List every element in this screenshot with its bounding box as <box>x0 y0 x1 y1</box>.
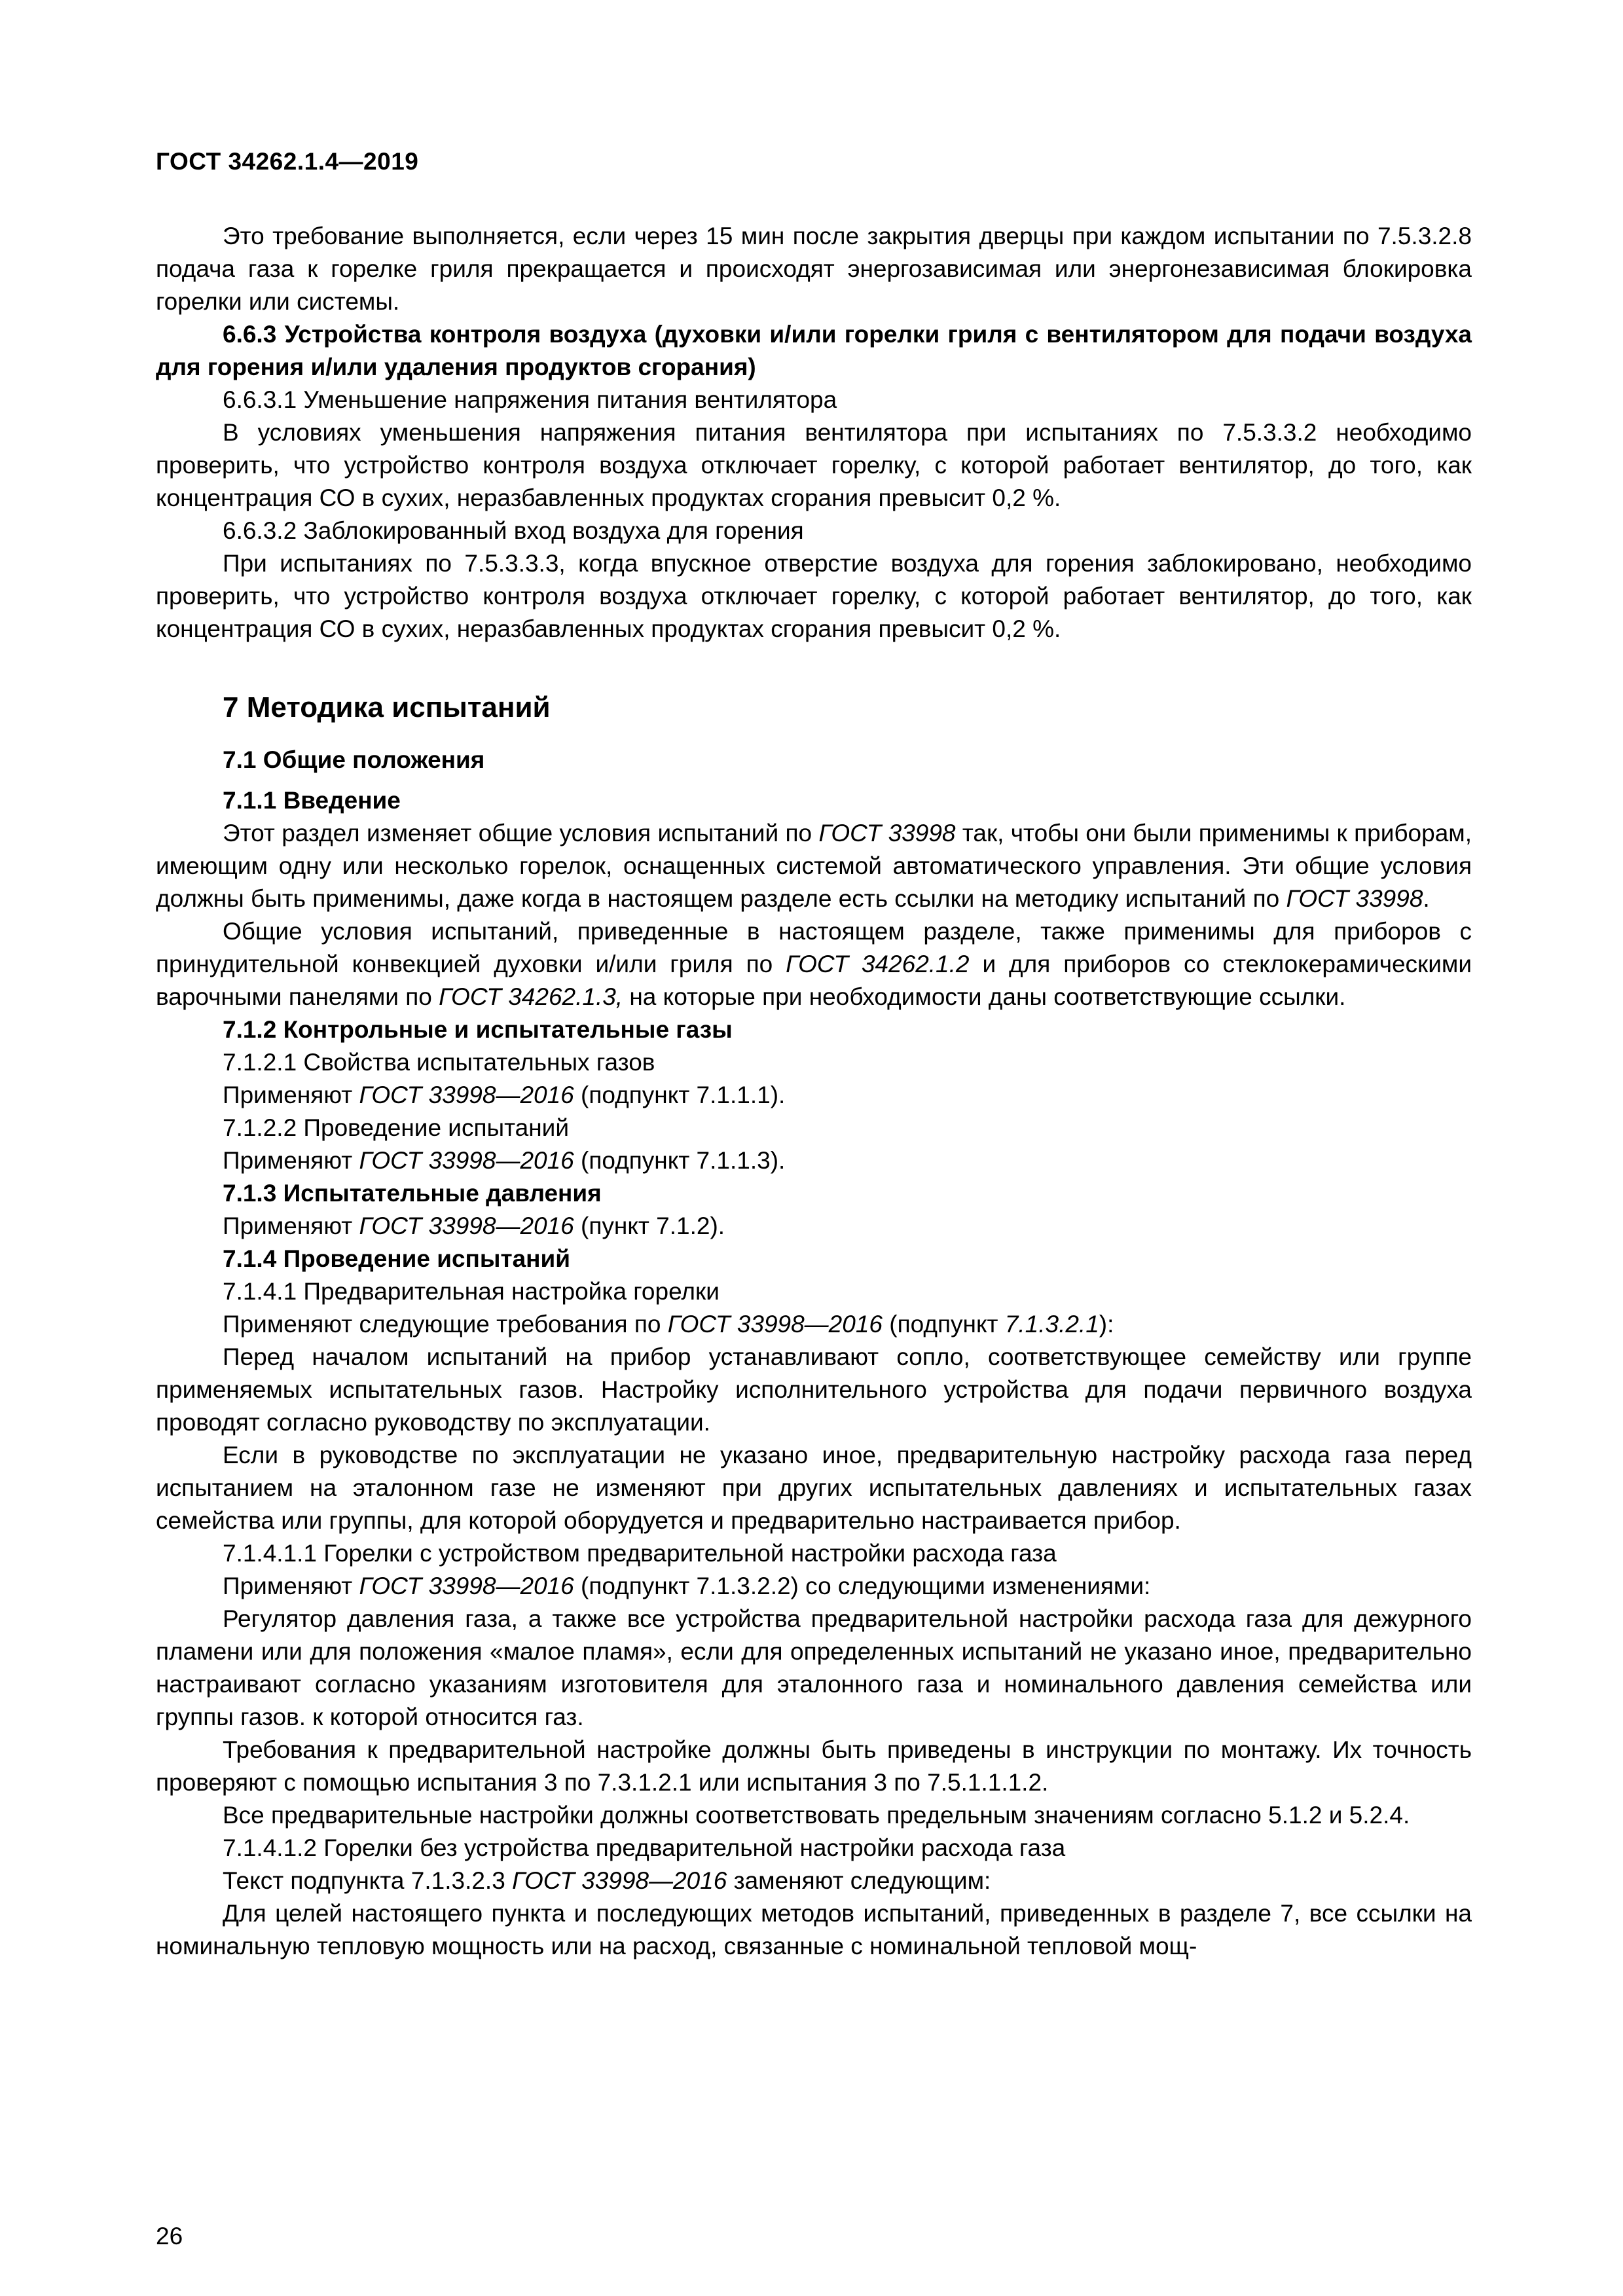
section-6-6-text <box>156 220 1472 646</box>
heading-7-1-3: 7.1.3 Испытательные давления <box>223 1180 602 1207</box>
text-run: заменяют следующим: <box>727 1867 991 1894</box>
text-run: так, чтобы они были применимы к приборам, имеющим одну или несколько горелок, оснащенных системой автоматического управления. Эти общие условия должны быть применимы, даже когда в настоящем разделе есть ссылки на методику испытаний по <box>156 820 1472 912</box>
standard-reference: ГОСТ 33998—2016 <box>512 1867 727 1894</box>
paragraph <box>156 1865 1472 1897</box>
paragraph <box>156 817 1472 915</box>
heading-6-6-3-1: 6.6.3.1 Уменьшение напряжения питания вентилятора <box>223 386 837 413</box>
paragraph <box>156 1210 1472 1243</box>
text-run: (подпункт 7.1.3.2.2) со следующими изменениями: <box>574 1573 1151 1599</box>
heading-7-1-4-1: 7.1.4.1 Предварительная настройка горелки <box>223 1278 720 1305</box>
text-run: Этот раздел изменяет общие условия испытаний по <box>223 820 819 847</box>
paragraph: Регулятор давления газа, а также все устройства предварительной настройки расхода газа для дежурного пламени или для положения «малое пламя», если для определенных испытаний не указано иное, предварительно настраивают согласно указаниям изготовителя для эталонного газа и номинального давления семейства или группы газов. к которой относится газ. <box>156 1605 1472 1730</box>
standard-reference: ГОСТ 33998—2016 <box>359 1082 574 1108</box>
paragraph: Требования к предварительной настройке должны быть приведены в инструкции по монтажу. Их точность проверяют с помощью испытания 3 по 7.3.1.2.1 или испытания 3 по 7.5.1.1.1.2. <box>156 1736 1472 1796</box>
text-run: Применяют <box>223 1147 359 1174</box>
text-run: Применяют <box>223 1082 359 1108</box>
section-7-title: 7 Методика испытаний <box>223 691 551 723</box>
heading-6-6-3-2: 6.6.3.2 Заблокированный вход воздуха для горения <box>223 517 804 544</box>
standard-reference: ГОСТ 33998—2016 <box>359 1573 574 1599</box>
page-number: 26 <box>156 2223 183 2250</box>
heading-7-1-2-2: 7.1.2.2 Проведение испытаний <box>223 1114 569 1141</box>
heading-7-1-4: 7.1.4 Проведение испытаний <box>223 1245 571 1272</box>
text-run: . <box>1423 885 1430 912</box>
text-run: Применяют <box>223 1573 359 1599</box>
heading-7-1-2-1: 7.1.2.1 Свойства испытательных газов <box>223 1049 655 1076</box>
text-run: ): <box>1099 1311 1114 1338</box>
standard-reference: ГОСТ 33998 <box>818 820 956 847</box>
text-run: (подпункт 7.1.1.3). <box>574 1147 786 1174</box>
text-run: (подпункт 7.1.1.1). <box>574 1082 786 1108</box>
paragraph <box>156 1308 1472 1341</box>
heading-6-6-3: 6.6.3 Устройства контроля воздуха (духовки и/или горелки гриля с вентилятором для подачи воздуха для горения и/или удаления продуктов сгорания) <box>156 321 1472 380</box>
standard-reference: ГОСТ 34262.1.3, <box>439 983 623 1010</box>
paragraph <box>156 915 1472 1013</box>
standard-reference: ГОСТ 34262.1.2 <box>786 951 970 977</box>
paragraph <box>156 1570 1472 1603</box>
paragraph: Все предварительные настройки должны соответствовать предельным значениям согласно 5.1.2 и 5.2.4. <box>223 1802 1410 1829</box>
heading-7-1-2: 7.1.2 Контрольные и испытательные газы <box>223 1016 733 1043</box>
paragraph: Перед началом испытаний на прибор устанавливают сопло, соответствующее семейству или группе применяемых испытательных газов. Настройку исполнительного устройства для подачи первичного воздуха проводят согласно руководству по эксплуатации. <box>156 1343 1472 1436</box>
text-run: Текст подпункта 7.1.3.2.3 <box>223 1867 513 1894</box>
clause-reference: 7.1.3.2.1 <box>1004 1311 1099 1338</box>
paragraph: При испытаниях по 7.5.3.3.3, когда впускное отверстие воздуха для горения заблокировано, необходимо проверить, что устройство контроля воздуха отключает горелку, с которой работает вентилятор, до того, как концентрация СО в сухих, неразбавленных продуктах сгорания превысит 0,2 %. <box>156 550 1472 642</box>
text-run: (подпункт <box>882 1311 1005 1338</box>
standard-reference: ГОСТ 33998—2016 <box>667 1311 883 1338</box>
section-7-1-text <box>156 784 1472 1963</box>
standard-reference: ГОСТ 33998—2016 <box>359 1212 574 1239</box>
paragraph <box>156 1079 1472 1112</box>
heading-7-1-1: 7.1.1 Введение <box>223 787 401 814</box>
text-run: (пункт 7.1.2). <box>574 1212 725 1239</box>
text-run: Применяют следующие требования по <box>223 1311 668 1338</box>
document-header: ГОСТ 34262.1.4—2019 <box>156 148 419 175</box>
text-run: на которые при необходимости даны соответствующие ссылки. <box>623 983 1346 1010</box>
heading-7-1-4-1-2: 7.1.4.1.2 Горелки без устройства предварительной настройки расхода газа <box>223 1834 1066 1861</box>
paragraph <box>156 1144 1472 1177</box>
text-run: Общие условия испытаний, приведенные в настоящем разделе, также применимы для приборов с принудительной конвекцией духовки и/или гриля по <box>156 918 1472 977</box>
section-7-1-title: 7.1 Общие положения <box>223 746 485 773</box>
paragraph: Это требование выполняется, если через 15 мин после закрытия дверцы при каждом испытании по 7.5.3.2.8 подача газа к горелке гриля прекращается и происходят энергозависимая или энергонезависимая блокировка горелки или системы. <box>156 223 1472 315</box>
standard-reference: ГОСТ 33998 <box>1286 885 1423 912</box>
paragraph: Если в руководстве по эксплуатации не указано иное, предварительную настройку расхода газа перед испытанием на эталонном газе не изменяют при других испытательных давлениях и испытательных газах семейства или группы, для которой оборудуется и предварительно настраивается прибор. <box>156 1442 1472 1534</box>
heading-7-1-4-1-1: 7.1.4.1.1 Горелки с устройством предварительной настройки расхода газа <box>223 1540 1057 1567</box>
paragraph: Для целей настоящего пункта и последующих методов испытаний, приведенных в разделе 7, все ссылки на номинальную тепловую мощность или на расход, связанные с номинальной тепловой мощ- <box>156 1900 1472 1959</box>
text-run: и для приборов со стеклокерамическими варочными панелями по <box>156 951 1472 1010</box>
standard-reference: ГОСТ 33998—2016 <box>359 1147 574 1174</box>
text-run: Применяют <box>223 1212 359 1239</box>
paragraph: В условиях уменьшения напряжения питания вентилятора при испытаниях по 7.5.3.3.2 необходимо проверить, что устройство контроля воздуха отключает горелку, с которой работает вентилятор, до того, как концентрация СО в сухих, неразбавленных продуктах сгорания превысит 0,2 %. <box>156 419 1472 511</box>
